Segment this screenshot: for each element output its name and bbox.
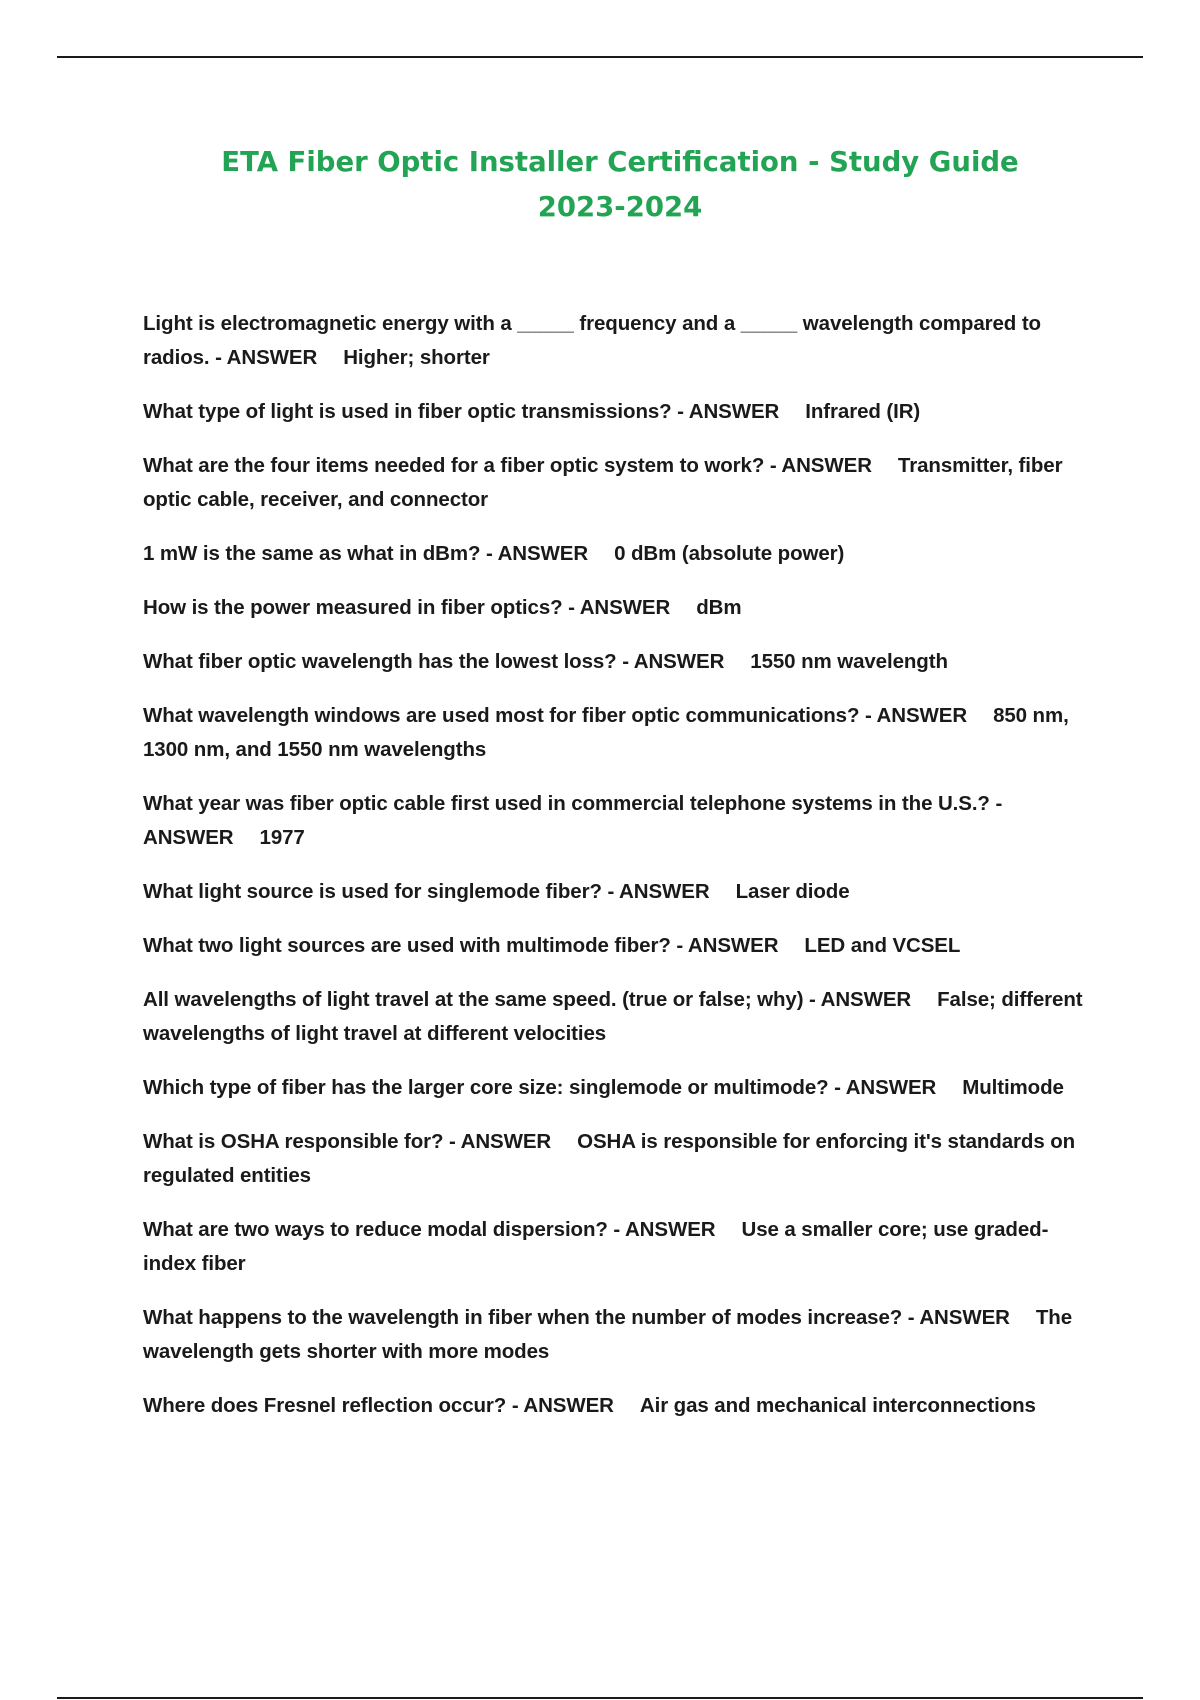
qa-item <box>143 395 1093 429</box>
answer-text: Multimode <box>962 1076 1064 1099</box>
bottom-rule <box>57 1697 1143 1699</box>
question-text: Which type of fiber has the larger core size: singlemode or multimode? - ANSWER <box>143 1076 937 1099</box>
qa-item <box>143 307 1093 375</box>
qa-list <box>143 307 1093 1443</box>
answer-text: 1550 nm wavelength <box>750 650 948 673</box>
question-text: 1 mW is the same as what in dBm? - ANSWER <box>143 542 589 565</box>
qa-item <box>143 699 1093 767</box>
qa-item <box>143 983 1093 1051</box>
qa-item <box>143 1213 1093 1281</box>
question-text: How is the power measured in fiber optics? - ANSWER <box>143 596 671 619</box>
qa-item <box>143 645 1093 679</box>
answer-text: 1977 <box>259 826 305 849</box>
answer-text: dBm <box>696 596 742 619</box>
question-text: What two light sources are used with multimode fiber? - ANSWER <box>143 934 779 957</box>
answer-text: Air gas and mechanical interconnections <box>639 1394 1036 1417</box>
answer-text: False; different wavelengths of light travel at different velocities <box>143 988 1083 1045</box>
question-text: Light is electromagnetic energy with a _____ frequency and a _____ wavelength compared to radios. - ANSWER <box>143 312 1041 369</box>
question-text: What fiber optic wavelength has the lowest loss? - ANSWER <box>143 650 725 673</box>
qa-item <box>143 875 1093 909</box>
question-text: What are two ways to reduce modal dispersion? - ANSWER <box>143 1218 716 1241</box>
answer-text: Infrared (IR) <box>805 400 921 423</box>
answer-text: The wavelength gets shorter with more modes <box>143 1306 1073 1363</box>
qa-item <box>143 1389 1093 1423</box>
qa-item <box>143 1125 1093 1193</box>
qa-item <box>143 449 1093 517</box>
answer-text: Higher; shorter <box>343 346 490 369</box>
question-text: What year was fiber optic cable first used in commercial telephone systems in the U.S.? - ANSWER <box>143 792 1003 849</box>
title-line-1: ETA Fiber Optic Installer Certification - Study Guide <box>221 146 1019 178</box>
qa-item <box>143 1071 1093 1105</box>
top-rule <box>57 56 1143 58</box>
answer-text: Use a smaller core; use graded-index fiber <box>143 1218 1049 1275</box>
question-text: What wavelength windows are used most for fiber optic communications? - ANSWER <box>143 704 968 727</box>
page-title <box>100 140 1140 230</box>
answer-text: Laser diode <box>735 880 850 903</box>
answer-text: Transmitter, fiber optic cable, receiver, and connector <box>143 454 1063 511</box>
question-text: What light source is used for singlemode fiber? - ANSWER <box>143 880 710 903</box>
qa-item <box>143 591 1093 625</box>
answer-text: LED and VCSEL <box>804 934 961 957</box>
question-text: What happens to the wavelength in fiber when the number of modes increase? - ANSWER <box>143 1306 1010 1329</box>
question-text: What are the four items needed for a fiber optic system to work? - ANSWER <box>143 454 872 477</box>
title-line-2: 2023-2024 <box>537 191 703 223</box>
answer-text: 0 dBm (absolute power) <box>614 542 845 565</box>
question-text: All wavelengths of light travel at the same speed. (true or false; why) - ANSWER <box>143 988 912 1011</box>
qa-item <box>143 537 1093 571</box>
answer-text: 850 nm, 1300 nm, and 1550 nm wavelengths <box>143 704 1069 761</box>
qa-item <box>143 787 1093 855</box>
question-text: What type of light is used in fiber optic transmissions? - ANSWER <box>143 400 780 423</box>
question-text: Where does Fresnel reflection occur? - ANSWER <box>143 1394 614 1417</box>
qa-item <box>143 1301 1093 1369</box>
question-text: What is OSHA responsible for? - ANSWER <box>143 1130 552 1153</box>
qa-item <box>143 929 1093 963</box>
answer-text: OSHA is responsible for enforcing it's standards on regulated entities <box>143 1130 1076 1187</box>
